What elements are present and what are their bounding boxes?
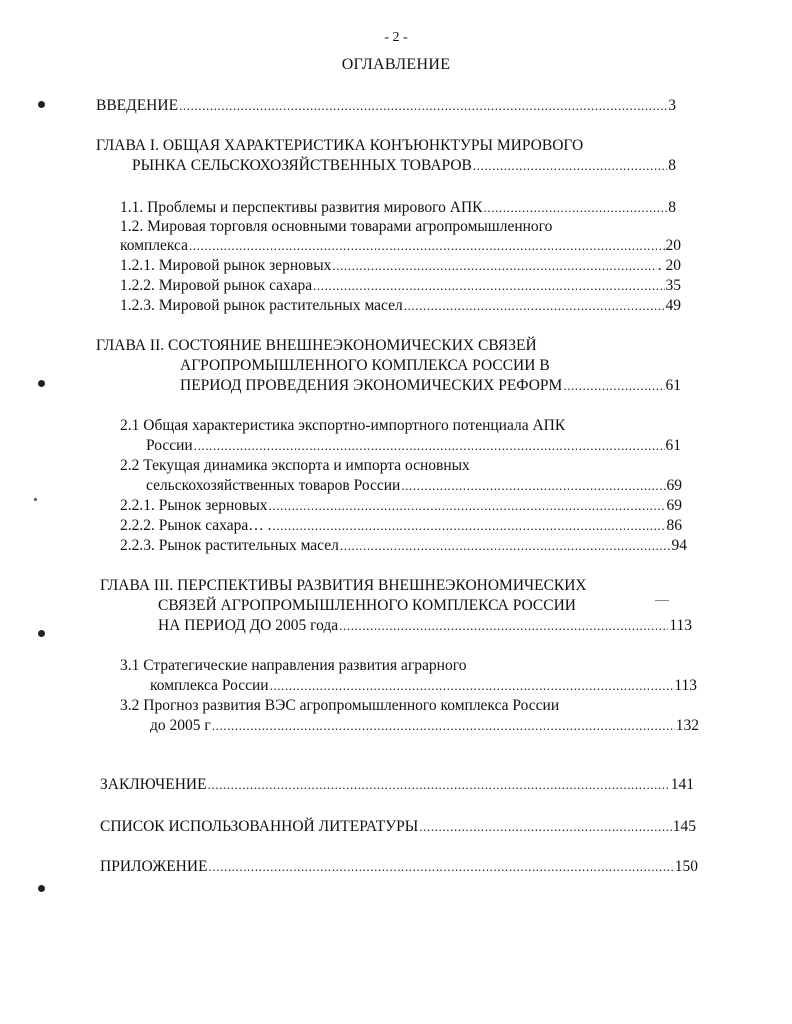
toc-page-number: 35 xyxy=(665,277,681,294)
leader-dots xyxy=(189,236,664,256)
toc-entry-text: 2.2.2. Рынок сахара… . xyxy=(120,517,272,534)
toc-entry-text: сельскохозяйственных товаров России xyxy=(146,477,401,494)
toc-entry-text: 1.2.1. Мировой рынок зерновых xyxy=(120,257,332,274)
toc-entry-chapter-2[interactable] xyxy=(180,376,681,396)
toc-entry-2-2[interactable] xyxy=(146,476,682,496)
toc-page-number: 150 xyxy=(674,858,698,875)
toc-entry-2-2-3[interactable] xyxy=(120,536,687,556)
punch-hole-mark xyxy=(38,380,45,387)
leader-dots xyxy=(209,857,674,877)
toc-entry-text: РЫНКА СЕЛЬСКОХОЗЯЙСТВЕННЫХ ТОВАРОВ xyxy=(132,157,472,174)
leader-dots xyxy=(208,775,670,795)
leader-dots xyxy=(212,716,675,736)
toc-entry-text: ЗАКЛЮЧЕНИЕ xyxy=(100,776,207,793)
toc-entry-text: 1.2.3. Мировой рынок растительных масел xyxy=(120,297,403,314)
toc-entry-literature[interactable] xyxy=(100,817,696,837)
toc-page-number: 61 xyxy=(665,377,681,394)
toc-entry-3-2-title: 3.2 Прогноз развития ВЭС агропромышленного комплекса России xyxy=(120,697,560,714)
toc-entry-text: 2.2.1. Рынок зерновых xyxy=(120,497,268,514)
leader-dots xyxy=(484,198,668,218)
toc-page-number: 20 xyxy=(665,237,681,254)
toc-entry-text: комплекса России xyxy=(150,677,269,694)
toc-entry-1-2-1[interactable] xyxy=(120,256,681,276)
toc-entry-1-2-3[interactable] xyxy=(120,296,681,316)
toc-entry-3-1[interactable] xyxy=(150,676,697,696)
leader-dots xyxy=(563,376,664,396)
toc-entry-text: России xyxy=(146,437,193,454)
leader-dots xyxy=(419,817,671,837)
leader-dots xyxy=(401,476,665,496)
toc-entry-text: комплекса xyxy=(120,237,189,254)
toc-page-number: . 20 xyxy=(657,257,681,274)
toc-entry-introduction[interactable] xyxy=(96,96,676,116)
toc-entry-chapter-3[interactable] xyxy=(158,616,692,636)
page-title: ОГЛАВЛЕНИЕ xyxy=(341,56,451,73)
toc-entry-2-1-title: 2.1 Общая характеристика экспортно-импортного потенциала АПК xyxy=(120,417,566,434)
leader-dots xyxy=(313,276,664,296)
leader-dots xyxy=(332,256,656,276)
toc-entry-1-2[interactable] xyxy=(120,236,681,256)
toc-page-number: 94 xyxy=(671,537,687,554)
toc-page-number: 61 xyxy=(665,437,681,454)
leader-dots xyxy=(340,536,671,556)
toc-chapter-2-title-cont: АГРОПРОМЫШЛЕННОГО КОМПЛЕКСА РОССИИ В xyxy=(180,357,550,374)
toc-entry-text: до 2005 г xyxy=(150,717,211,734)
toc-page-number: 132 xyxy=(675,717,699,734)
toc-entry-3-1-title: 3.1 Стратегические направления развития аграрного xyxy=(120,657,467,674)
toc-entry-2-1[interactable] xyxy=(146,436,681,456)
toc-page-number: 3 xyxy=(668,97,676,114)
toc-entry-text: НА ПЕРИОД ДО 2005 года xyxy=(158,617,339,634)
punch-hole-mark xyxy=(38,101,45,108)
leader-dots xyxy=(270,676,674,696)
toc-chapter-3-title-cont: СВЯЗЕЙ АГРОПРОМЫШЛЕННОГО КОМПЛЕКСА РОССИИ xyxy=(158,597,576,614)
leader-dots xyxy=(179,96,667,116)
toc-entry-chapter-1[interactable] xyxy=(132,156,676,176)
toc-entry-text: 1.1. Проблемы и перспективы развития мирового АПК xyxy=(120,199,483,216)
leader-dots xyxy=(404,296,665,316)
toc-entry-text: ПРИЛОЖЕНИЕ xyxy=(100,858,208,875)
toc-entry-appendix[interactable] xyxy=(100,857,698,877)
toc-entry-1-1[interactable] xyxy=(120,198,676,218)
toc-entry-text: 2.2.3. Рынок растительных масел xyxy=(120,537,339,554)
toc-entry-text: 1.2.2. Мировой рынок сахара xyxy=(120,277,313,294)
toc-page-number: 69 xyxy=(666,477,682,494)
toc-page-number: 141 xyxy=(670,776,694,793)
punch-hole-mark xyxy=(38,630,45,637)
toc-entry-text: ВВЕДЕНИЕ xyxy=(96,97,179,114)
page-number: - 2 - xyxy=(384,30,408,45)
toc-entry-text: СПИСОК ИСПОЛЬЗОВАННОЙ ЛИТЕРАТУРЫ xyxy=(100,818,419,835)
leader-dots xyxy=(273,516,666,536)
leader-dots xyxy=(269,496,666,516)
toc-page-number: 8 xyxy=(668,157,676,174)
toc-chapter-3-title: ГЛАВА III. ПЕРСПЕКТИВЫ РАЗВИТИЯ ВНЕШНЕЭКОНОМИЧЕСКИХ xyxy=(100,577,587,594)
toc-entry-3-2[interactable] xyxy=(150,716,699,736)
toc-entry-1-2-title: 1.2. Мировая торговля основными товарами агропромышленного xyxy=(120,218,553,235)
toc-page-number: 145 xyxy=(672,818,696,835)
toc-page-number: 8 xyxy=(668,199,676,216)
leader-dots xyxy=(473,156,667,176)
toc-page-number: 69 xyxy=(666,497,682,514)
toc-chapter-1-title: ГЛАВА I. ОБЩАЯ ХАРАКТЕРИСТИКА КОНЪЮНКТУРЫ МИРОВОГО xyxy=(96,137,584,154)
toc-page-number: 49 xyxy=(665,297,681,314)
toc-page-number: 86 xyxy=(666,517,682,534)
toc-entry-text: ПЕРИОД ПРОВЕДЕНИЯ ЭКОНОМИЧЕСКИХ РЕФОРМ xyxy=(180,377,563,394)
toc-entry-2-2-1[interactable] xyxy=(120,496,682,516)
toc-page-number: 113 xyxy=(669,617,692,634)
scan-smudge xyxy=(655,600,669,601)
punch-hole-mark xyxy=(38,885,45,892)
leader-dots xyxy=(194,436,665,456)
toc-entry-conclusion[interactable] xyxy=(100,775,694,795)
scan-speck xyxy=(34,498,37,501)
toc-entry-2-2-title: 2.2 Текущая динамика экспорта и импорта основных xyxy=(120,457,470,474)
toc-page-number: 113 xyxy=(674,677,697,694)
toc-entry-2-2-2[interactable] xyxy=(120,516,682,536)
toc-entry-1-2-2[interactable] xyxy=(120,276,681,296)
leader-dots xyxy=(339,616,668,636)
toc-chapter-2-title: ГЛАВА II. СОСТОЯНИЕ ВНЕШНЕЭКОНОМИЧЕСКИХ СВЯЗЕЙ xyxy=(96,337,537,354)
